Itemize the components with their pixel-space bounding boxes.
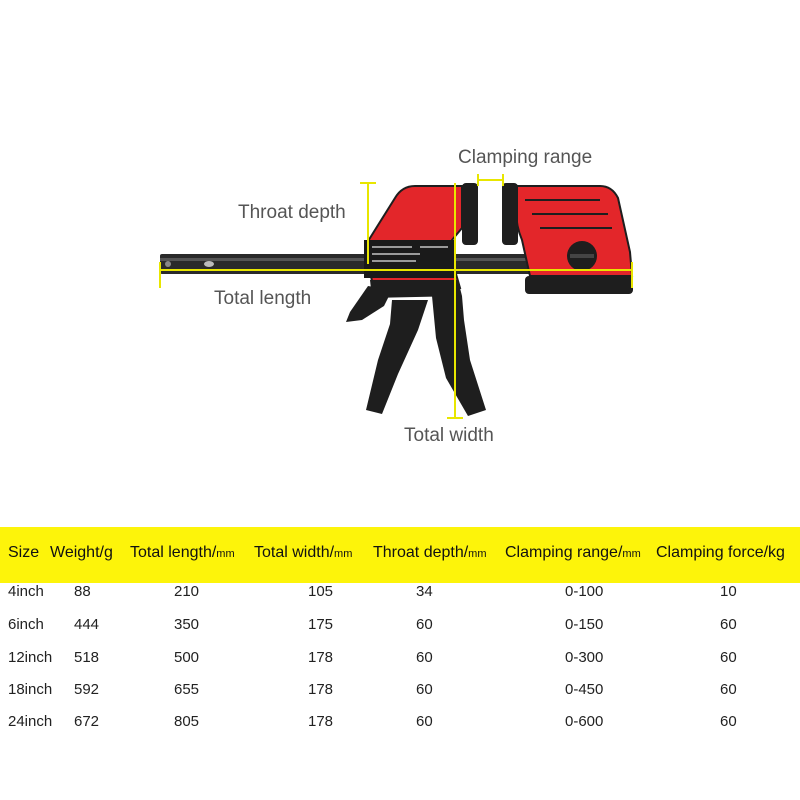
cell-force: 60 [720, 616, 737, 633]
throat-depth-label: Throat depth [238, 202, 346, 223]
bar-slot [204, 261, 214, 267]
cell-range: 0-100 [565, 583, 604, 600]
total-length-label: Total length [214, 288, 312, 309]
header-total-length: Total length/mm [130, 544, 235, 561]
moving-jaw-base [525, 276, 633, 294]
cell-range: 0-450 [565, 681, 604, 698]
cell-length: 500 [174, 649, 200, 666]
total-width-label: Total width [404, 425, 494, 446]
spec-table [0, 527, 800, 730]
table-row [0, 649, 800, 679]
table-row [0, 583, 800, 613]
bar-hole [165, 261, 171, 267]
sticker-line-4 [420, 246, 448, 248]
cell-range: 0-150 [565, 616, 604, 633]
handle-grip [432, 296, 486, 416]
header-weight: Weight/g [50, 544, 113, 561]
cell-throat: 60 [416, 616, 433, 633]
cell-size: 12inch [8, 649, 53, 666]
table-row [0, 713, 800, 743]
cell-length: 350 [174, 616, 200, 633]
header-throat-depth: Throat depth/mm [373, 544, 487, 561]
cell-throat: 60 [416, 649, 433, 666]
cell-range: 0-300 [565, 649, 604, 666]
cell-force: 60 [720, 649, 737, 666]
moving-jaw-pad [502, 183, 518, 245]
header-clamping-range: Clamping range/mm [505, 544, 641, 561]
clamping-range-label: Clamping range [458, 147, 593, 168]
trigger-lever [366, 300, 428, 414]
product-sticker [364, 240, 456, 278]
cell-throat: 60 [416, 713, 433, 730]
table-row [0, 681, 800, 711]
cell-length: 210 [174, 583, 200, 600]
cell-width: 105 [308, 583, 334, 600]
cell-width: 175 [308, 616, 334, 633]
release-lever [346, 286, 392, 322]
cell-weight: 672 [74, 713, 100, 730]
cell-width: 178 [308, 649, 334, 666]
fixed-jaw-pad [462, 183, 478, 245]
sticker-line-3 [372, 260, 416, 262]
cell-size: 6inch [8, 616, 44, 633]
cell-weight: 444 [74, 616, 100, 633]
header-clamping-force: Clamping force/kg [656, 544, 785, 561]
cell-force: 10 [720, 583, 737, 600]
header-size: Size [8, 544, 40, 561]
cell-weight: 518 [74, 649, 100, 666]
cell-weight: 592 [74, 681, 100, 698]
header-total-width: Total width/mm [254, 544, 353, 561]
cell-size: 4inch [8, 583, 44, 600]
cell-size: 24inch [8, 713, 53, 730]
cell-throat: 34 [416, 583, 433, 600]
cell-weight: 88 [74, 583, 91, 600]
cell-length: 805 [174, 713, 200, 730]
sticker-line-1 [372, 246, 412, 248]
cell-force: 60 [720, 681, 737, 698]
cell-force: 60 [720, 713, 737, 730]
cell-length: 655 [174, 681, 200, 698]
knob-slot [570, 254, 594, 258]
cell-throat: 60 [416, 681, 433, 698]
cell-size: 18inch [8, 681, 53, 698]
table-header [0, 527, 800, 583]
sticker-line-2 [372, 253, 420, 255]
cell-width: 178 [308, 713, 334, 730]
cell-width: 178 [308, 681, 334, 698]
cell-range: 0-600 [565, 713, 604, 730]
table-row [0, 616, 800, 646]
